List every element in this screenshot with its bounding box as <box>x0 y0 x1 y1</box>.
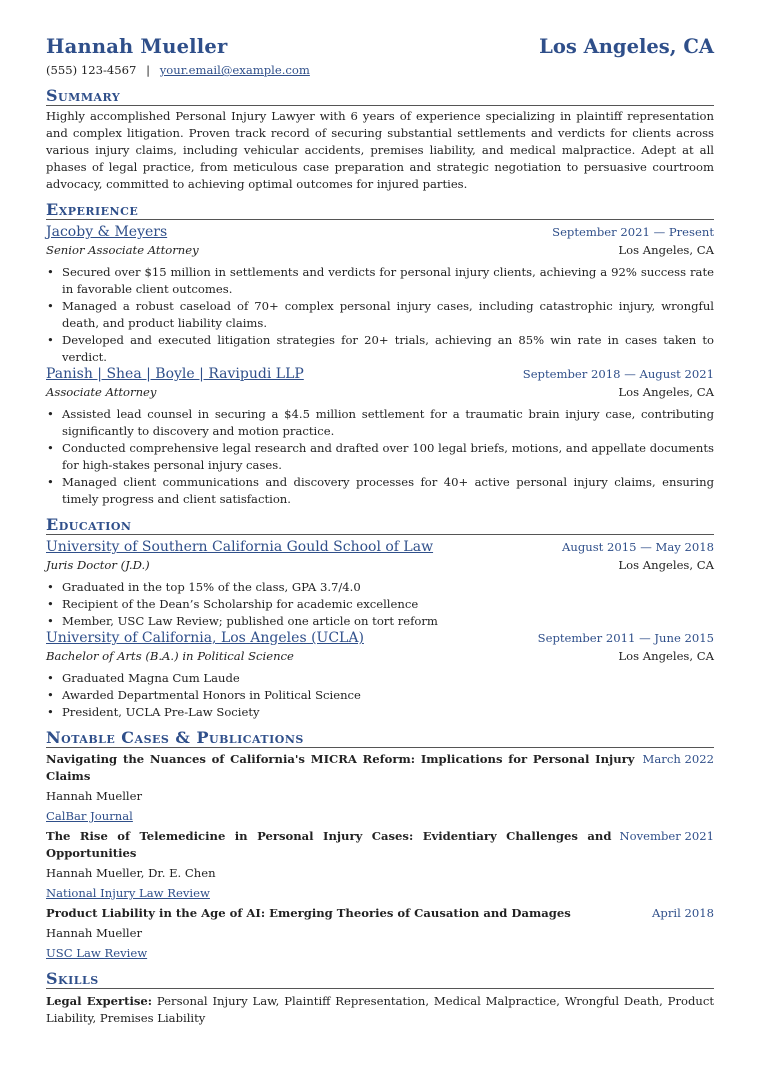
section-title-experience: Experience <box>46 201 714 220</box>
candidate-name: Hannah Mueller <box>46 35 228 58</box>
entry-dates: September 2021 — Present <box>552 225 714 239</box>
publication-entry <box>46 828 714 902</box>
list-item: • Secured over $15 million in settlements and verdicts for personal injury clients, achieving a 92% success rate in favorable client outcomes. <box>62 264 714 298</box>
publication-entry <box>46 905 714 962</box>
employer-link[interactable]: Jacoby & Meyers <box>46 224 168 240</box>
publication-authors: Hannah Mueller <box>46 789 143 803</box>
publication-authors: Hannah Mueller <box>46 926 143 940</box>
publication-title: The Rise of Telemedicine in Personal Injury Cases: Evidentiary Challenges and Opportunities <box>46 829 612 860</box>
list-item: • Managed client communications and discovery processes for 40+ active personal injury claims, ensuring timely progress and client satisfaction. <box>62 474 714 508</box>
summary-text: Highly accomplished Personal Injury Lawyer with 6 years of experience specializing in plaintiff representation and complex litigation. Proven track record of securing substantial settlements and verdicts for clients across various injury claims, including vehicular accidents, premises liability, and medical malpractice. Adept at all phases of legal practice, from meticulous case preparation and strategic negotiation to persuasive courtroom advocacy, committed to achieving optimal outcomes for injured parties. <box>46 109 714 191</box>
bullet-list <box>46 264 714 366</box>
email-link[interactable]: your.email@example.com <box>159 63 310 77</box>
contact-separator: | <box>146 63 151 77</box>
entry-location: Los Angeles, CA <box>618 243 714 257</box>
publication-venue-link[interactable]: CalBar Journal <box>46 809 133 823</box>
degree: Juris Doctor (J.D.) <box>46 558 150 572</box>
list-item: • Managed a robust caseload of 70+ complex personal injury cases, including catastrophic injury, wrongful death, and product liability claims. <box>62 298 714 332</box>
publication-entry <box>46 751 714 825</box>
skills-text: Personal Injury Law, Plaintiff Representation, Medical Malpractice, Wrongful Death, Product Liability, Premises Liability <box>46 994 715 1025</box>
experience-entry <box>46 224 714 366</box>
education-entry <box>46 630 714 721</box>
skills-line <box>46 993 714 1027</box>
degree: Bachelor of Arts (B.A.) in Political Science <box>46 649 294 663</box>
header-location: Los Angeles, CA <box>539 35 714 58</box>
entry-dates: August 2015 — May 2018 <box>561 540 714 554</box>
publication-date: March 2022 <box>642 752 714 766</box>
bullet-list <box>46 670 714 721</box>
employer-link[interactable]: Panish | Shea | Boyle | Ravipudi LLP <box>46 366 304 382</box>
section-title-publications: Notable Cases & Publications <box>46 729 714 748</box>
publication-date: April 2018 <box>652 906 714 920</box>
skills-label: Legal Expertise: <box>46 994 153 1008</box>
education-entry <box>46 539 714 630</box>
list-item: • Member, USC Law Review; published one article on tort reform <box>62 613 714 630</box>
bullet-list <box>46 406 714 508</box>
entry-dates: September 2011 — June 2015 <box>537 631 714 645</box>
list-item: • Recipient of the Dean’s Scholarship for academic excellence <box>62 596 714 613</box>
publication-title: Navigating the Nuances of California's MICRA Reform: Implications for Personal Injury Claims <box>46 752 635 783</box>
list-item: • Graduated in the top 15% of the class, GPA 3.7/4.0 <box>62 579 714 596</box>
publication-title: Product Liability in the Age of AI: Emerging Theories of Causation and Damages <box>46 906 571 920</box>
entry-dates: September 2018 — August 2021 <box>522 367 714 381</box>
entry-location: Los Angeles, CA <box>618 558 714 572</box>
entry-location: Los Angeles, CA <box>618 385 714 399</box>
section-title-summary: Summary <box>46 87 714 106</box>
bullet-list <box>46 579 714 630</box>
section-title-education: Education <box>46 516 714 535</box>
publication-date: November 2021 <box>619 829 714 843</box>
list-item: • Graduated Magna Cum Laude <box>62 670 714 687</box>
list-item: • Assisted lead counsel in securing a $4.5 million settlement for a traumatic brain injury case, contributing significantly to discovery and motion practice. <box>62 406 714 440</box>
publication-authors: Hannah Mueller, Dr. E. Chen <box>46 866 216 880</box>
contact-line <box>46 62 714 79</box>
publication-venue-link[interactable]: National Injury Law Review <box>46 886 210 900</box>
job-role: Senior Associate Attorney <box>46 243 199 257</box>
publication-venue-link[interactable]: USC Law Review <box>46 946 148 960</box>
list-item: • Awarded Departmental Honors in Political Science <box>62 687 714 704</box>
entry-location: Los Angeles, CA <box>618 649 714 663</box>
phone-number: (555) 123-4567 <box>46 63 137 77</box>
header <box>46 35 714 58</box>
job-role: Associate Attorney <box>46 385 157 399</box>
list-item: • Developed and executed litigation strategies for 20+ trials, achieving an 85% win rate in cases taken to verdict. <box>62 332 714 366</box>
school-link[interactable]: University of Southern California Gould School of Law <box>46 539 434 555</box>
school-link[interactable]: University of California, Los Angeles (UCLA) <box>46 630 364 646</box>
section-title-skills: Skills <box>46 970 714 989</box>
list-item: • Conducted comprehensive legal research and drafted over 100 legal briefs, motions, and appellate documents for high-stakes personal injury cases. <box>62 440 714 474</box>
experience-entry <box>46 366 714 508</box>
list-item: • President, UCLA Pre-Law Society <box>62 704 714 721</box>
